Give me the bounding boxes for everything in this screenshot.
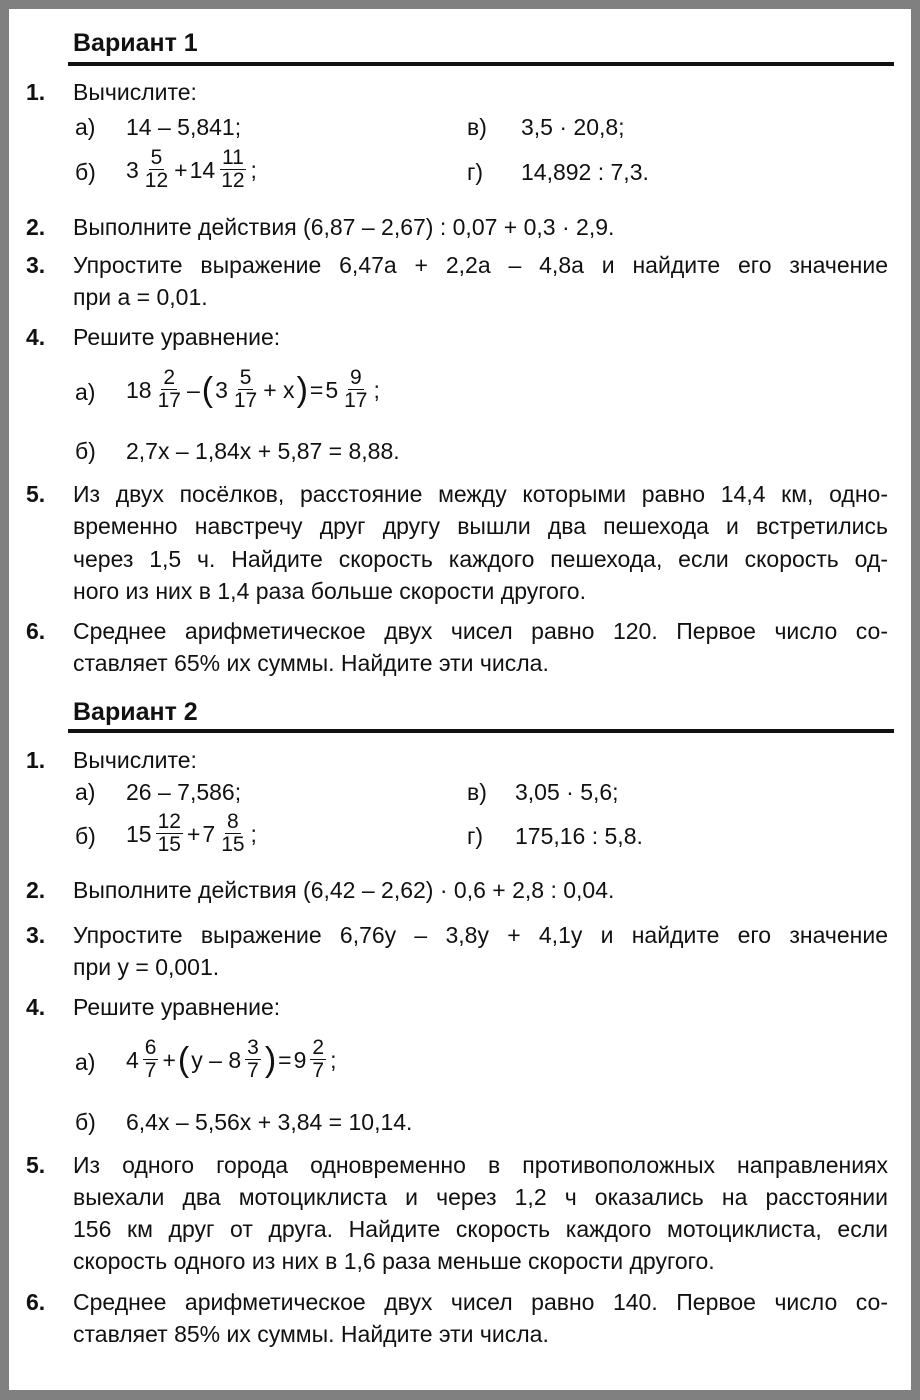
denominator: 17: [157, 389, 181, 412]
option-expression: [126, 112, 241, 142]
option-expression: [515, 777, 619, 807]
expr-text: 6,4x – 5,56x + 3,84 = 10,14.: [126, 1109, 413, 1135]
fraction: [342, 367, 369, 412]
whole-part: 7: [202, 820, 216, 847]
problem-text: 156 км друг от друга. Найдите скорость каждого мотоциклиста, если: [73, 1216, 888, 1242]
problem-number: 6.: [26, 1289, 46, 1315]
equation: [126, 1037, 336, 1082]
problem-number: 3.: [26, 922, 46, 948]
problem-text: выехали два мотоциклиста и через 1,2 ч оказались на расстоянии: [73, 1184, 888, 1210]
fraction: [143, 1037, 159, 1082]
option-expression: [521, 157, 649, 187]
denominator: 7: [247, 1059, 259, 1082]
fraction: [219, 811, 246, 856]
option-label: а): [75, 379, 96, 405]
option-label: а): [75, 779, 96, 805]
numerator: 9: [349, 366, 362, 389]
expr-text: 3,5 · 20,8;: [521, 114, 625, 140]
expr-text: ;: [250, 820, 257, 847]
denominator: 15: [221, 833, 245, 856]
equation: [126, 436, 400, 466]
whole-part: 15: [126, 820, 152, 847]
expr-text: +: [174, 156, 188, 183]
problem-text: Среднее арифметическое двух чисел равно 120. Первое число со-: [73, 618, 888, 644]
numerator: 2: [312, 1036, 325, 1059]
numerator: 12: [157, 810, 181, 833]
divider: [68, 729, 894, 733]
problem-text: Из двух посёлков, расстояние между которыми равно 14,4 км, одно-: [73, 481, 888, 507]
problem-number: 2.: [26, 877, 46, 903]
divider: [68, 62, 894, 66]
problem-number: 1.: [26, 79, 46, 105]
problem-number: 5.: [26, 1152, 46, 1178]
fraction: [156, 367, 183, 412]
whole-part: 5: [325, 376, 339, 403]
problem-number: 1.: [26, 747, 46, 773]
problem-number: 3.: [26, 252, 46, 278]
parenthesis: (: [201, 370, 214, 409]
parenthesis: ): [296, 370, 308, 409]
problem-text: Упростите выражение 6,47a + 2,2a – 4,8a и найдите его значение: [73, 252, 888, 278]
expr-text: ;: [330, 1046, 337, 1073]
problem-text: Вычислите:: [73, 747, 197, 773]
option-label: в): [467, 114, 487, 140]
whole-part: 3: [215, 376, 228, 403]
fraction: [232, 367, 259, 412]
fraction: [219, 147, 246, 192]
problem-text: при a = 0,01.: [73, 284, 208, 310]
expr-text: =: [309, 376, 324, 403]
expr-text: +: [162, 1046, 176, 1073]
option-expression: [126, 811, 257, 856]
whole-part: 18: [126, 376, 152, 403]
expr-text: + x: [263, 376, 295, 403]
whole-part: 3: [126, 156, 139, 183]
numerator: 6: [144, 1036, 157, 1059]
problem-number: 5.: [26, 481, 46, 507]
fraction: [245, 1037, 261, 1082]
denominator: 7: [312, 1059, 325, 1082]
option-label: б): [75, 823, 96, 849]
whole-part: 9: [293, 1046, 307, 1073]
option-expression: [126, 147, 257, 192]
problem-text: Среднее арифметическое двух чисел равно 140. Первое число со-: [73, 1289, 888, 1315]
problem-text: Из одного города одновременно в противоположных направлениях: [73, 1152, 888, 1178]
problem-text: ставляет 65% их суммы. Найдите эти числа.: [73, 650, 549, 676]
variant-1-title: Вариант 1: [73, 29, 198, 57]
denominator: 12: [221, 169, 245, 192]
problem-text: Выполните действия (6,42 – 2,62) · 0,6 + 2,8 : 0,04.: [73, 877, 615, 903]
expr-text: y – 8: [191, 1046, 242, 1073]
parenthesis: ): [264, 1040, 277, 1079]
option-label: б): [75, 1109, 96, 1135]
whole-part: 4: [126, 1046, 139, 1073]
denominator: 17: [344, 389, 368, 412]
numerator: 5: [239, 366, 252, 389]
expr-text: 14 – 5,841;: [126, 114, 242, 140]
problem-text: через 1,5 ч. Найдите скорость каждого пешехода, если скорость од-: [73, 546, 888, 572]
problem-text: скорость одного из них в 1,6 раза меньше скорости другого.: [73, 1248, 715, 1274]
option-label: а): [75, 1049, 96, 1075]
expr-text: =: [278, 1046, 292, 1073]
equation: [126, 367, 380, 412]
problem-text: ставляет 85% их суммы. Найдите эти числа.: [73, 1321, 549, 1347]
problem-number: 2.: [26, 214, 46, 240]
numerator: 8: [227, 810, 239, 833]
numerator: 11: [221, 146, 244, 169]
expr-text: –: [186, 376, 200, 403]
option-label: в): [467, 779, 487, 805]
expr-text: ;: [373, 376, 380, 403]
fraction: [143, 147, 170, 192]
parenthesis: (: [177, 1040, 190, 1079]
fraction: [156, 811, 183, 856]
numerator: 3: [247, 1036, 259, 1059]
expr-text: 3,05 · 5,6;: [515, 779, 619, 805]
problem-text: Выполните действия (6,87 – 2,67) : 0,07 + 0,3 · 2,9.: [73, 214, 615, 240]
denominator: 7: [144, 1059, 157, 1082]
option-label: а): [75, 114, 96, 140]
worksheet-page: [9, 9, 911, 1390]
problem-text: при y = 0,001.: [73, 954, 220, 980]
option-expression: [521, 112, 625, 142]
denominator: 12: [144, 169, 169, 192]
problem-number: 4.: [26, 994, 46, 1020]
option-label: б): [75, 438, 96, 464]
expr-text: 14,892 : 7,3.: [521, 159, 649, 185]
option-label: г): [467, 823, 484, 849]
fraction: [310, 1037, 326, 1082]
option-expression: [126, 777, 241, 807]
numerator: 2: [163, 366, 176, 389]
option-expression: [515, 821, 643, 851]
expr-text: 2,7x – 1,84x + 5,87 = 8,88.: [126, 438, 400, 464]
option-label: б): [75, 159, 96, 185]
problem-number: 6.: [26, 618, 46, 644]
variant-2-title: Вариант 2: [73, 698, 198, 726]
problem-text: временно навстречу друг другу вышли два пешехода и встретились: [73, 513, 888, 539]
option-label: г): [467, 159, 484, 185]
problem-text: ного из них в 1,4 раза больше скорости другого.: [73, 578, 586, 604]
numerator: 5: [150, 146, 163, 169]
problem-text: Решите уравнение:: [73, 994, 281, 1020]
problem-text: Упростите выражение 6,76y – 3,8y + 4,1y и найдите его значение: [73, 922, 888, 948]
equation: [126, 1107, 412, 1137]
expr-text: +: [186, 820, 201, 847]
expr-text: 175,16 : 5,8.: [515, 823, 643, 849]
expr-text: ;: [250, 156, 257, 183]
denominator: 17: [233, 389, 258, 412]
whole-part: 14: [189, 156, 216, 183]
denominator: 15: [157, 833, 181, 856]
expr-text: 26 – 7,586;: [126, 779, 242, 805]
problem-number: 4.: [26, 324, 46, 350]
problem-text: Вычислите:: [73, 79, 197, 105]
problem-text: Решите уравнение:: [73, 324, 281, 350]
